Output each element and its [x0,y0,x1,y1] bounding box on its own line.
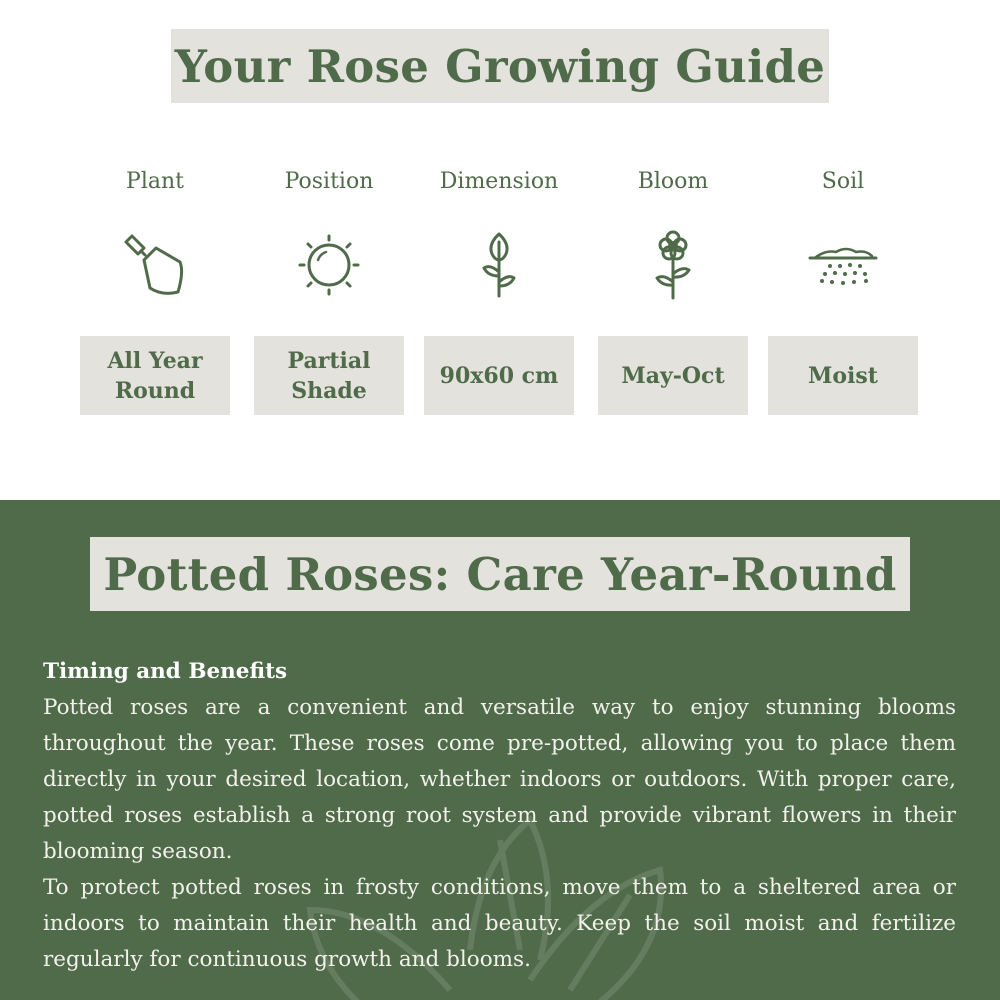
guide-item-bloom [598,160,748,389]
care-body [43,654,956,978]
care-paragraph: To protect potted roses in frosty conditions, move them to a sheltered area or indoors to maintain their health and beauty. Keep the soil moist and fertilize regularly for continuous growth and blooms. [43,875,956,972]
care-paragraph: Potted roses are a convenient and versatile way to enjoy stunning blooms throughout the year. These roses come pre-potted, allowing you to place them directly in your desired location, whether indoors or outdoors. With proper care, potted roses establish a strong root system and provide vibrant flowers in their blooming season. [43,695,956,864]
care-title: Potted Roses: Care Year-Round [90,537,910,611]
plant-sprout-icon [464,230,534,300]
guide-item-soil [768,160,918,389]
guide-item-label: Position [284,169,374,194]
guide-item-label: Dimension [439,169,559,194]
guide-item-label: Bloom [637,169,709,194]
guide-title: Your Rose Growing Guide [171,29,829,103]
guide-item-value: May-Oct [598,336,748,415]
guide-item-label: Soil [821,169,865,194]
guide-item-position [254,160,404,404]
care-section [0,500,1000,1000]
guide-item-value: 90x60 cm [424,336,574,415]
guide-item-value: Moist [768,336,918,415]
guide-item-value: All Year Round [80,336,230,415]
flower-icon [638,230,708,300]
guide-item-label: Plant [126,169,184,194]
guide-item-dimension [424,160,574,389]
guide-item-value: Partial Shade [254,336,404,415]
soil-icon [808,230,878,300]
sun-icon [294,230,364,300]
care-heading: Timing and Benefits [43,659,288,684]
trowel-icon [120,230,190,300]
guide-item-plant [80,160,230,404]
